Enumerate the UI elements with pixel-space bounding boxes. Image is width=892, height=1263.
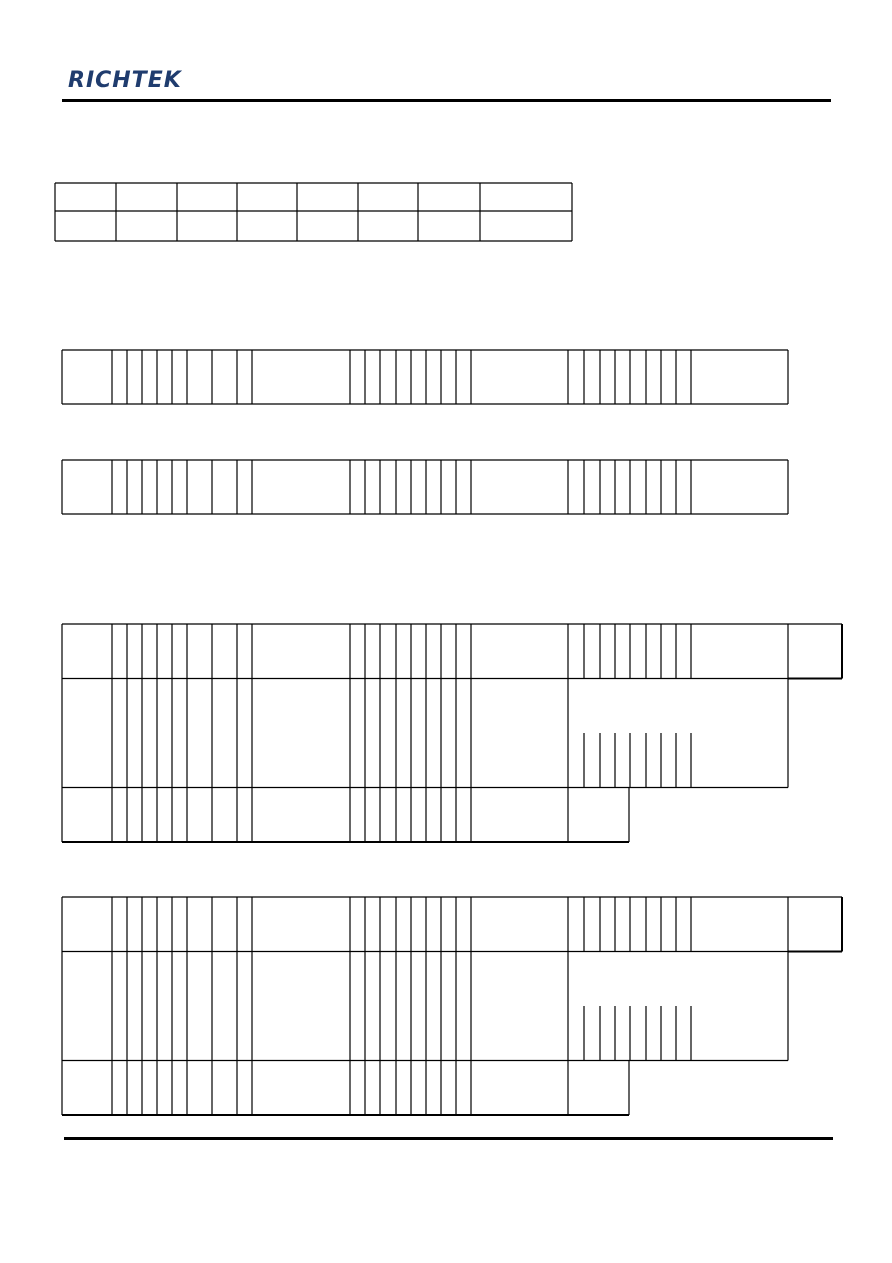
summary-table xyxy=(55,183,572,241)
protocol-frames xyxy=(62,350,842,1115)
footer-rule xyxy=(64,1137,833,1140)
richtek-logo: RICHTEK xyxy=(68,68,182,93)
